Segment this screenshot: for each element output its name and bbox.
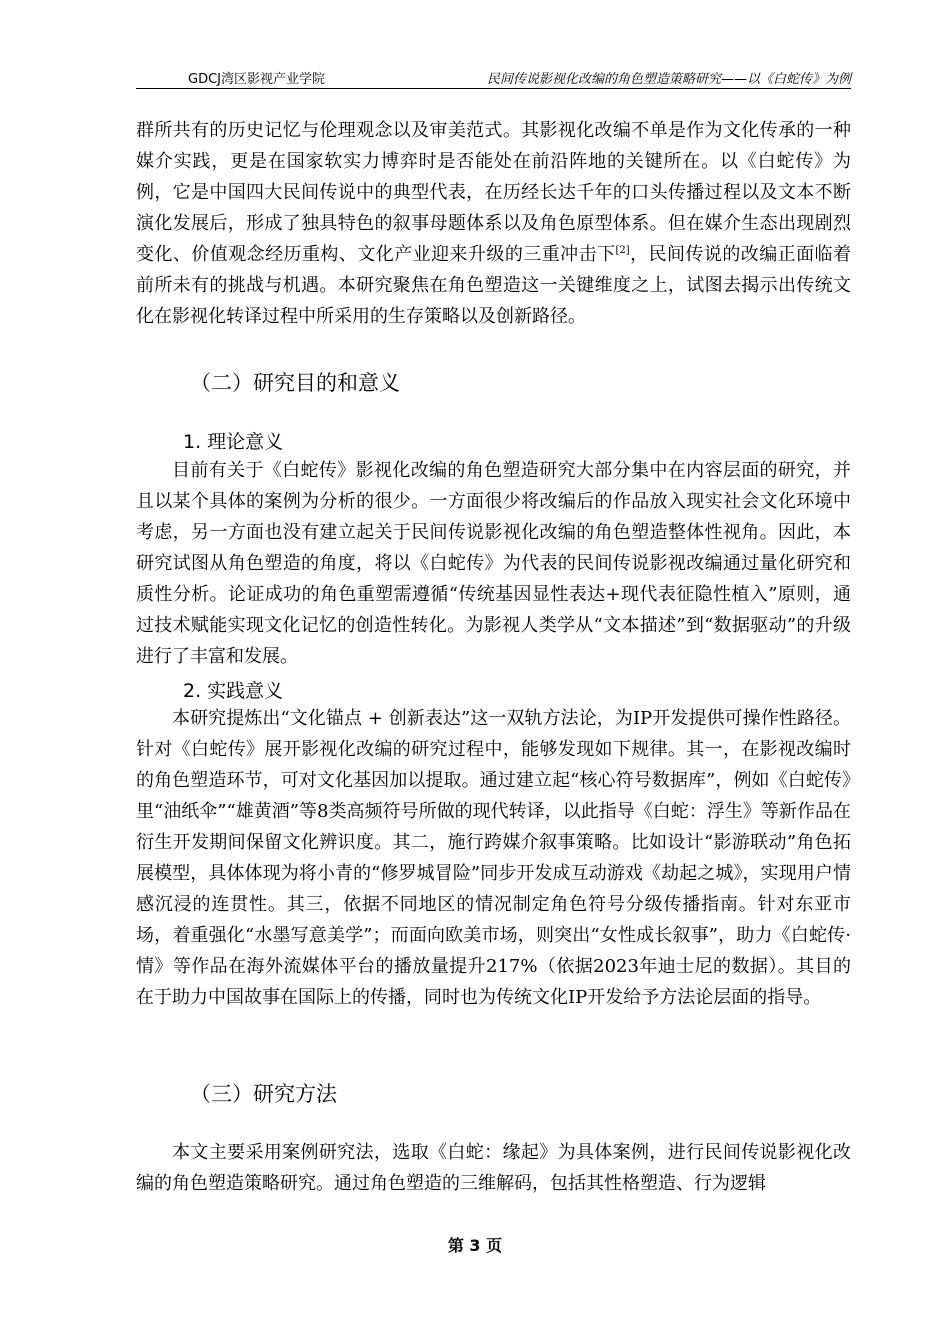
subheading-theory: 1. 理论意义 xyxy=(183,431,284,453)
citation-ref: [2] xyxy=(615,245,630,256)
page-header xyxy=(136,66,851,89)
subheading-practice: 2. 实践意义 xyxy=(183,680,284,702)
header-title: 民间传说影视化改编的角色塑造策略研究——以《白蛇传》为例 xyxy=(486,72,851,87)
paragraph-background-text-1: 群所共有的历史记忆与伦理观念以及审美范式。其影视化改编不单是作为文化传承的一种媒介实践，更是在国家软实力博弈时是否能处在前沿阵地的关键所在。以《白蛇传》为例，它是中国四大民间传说中的典型代表，在历经长达千年的口头传播过程以及文本不断演化发展后，形成了独具特色的叙事母题体系以及角色原型体系。但在媒介生态出现剧烈变化、价值观念经历重构、文化产业迎来升级的三重冲击下 xyxy=(136,120,851,265)
header-institution: GDCJ湾区影视产业学院 xyxy=(188,72,325,87)
paragraph-theory: 目前有关于《白蛇传》影视化改编的角色塑造研究大部分集中在内容层面的研究，并且以某个具体的案例为分析的很少。一方面很少将改编后的作品放入现实社会文化环境中考虑，另一方面也没有建立起关于民间传说影视化改编的角色塑造整体性视角。因此，本研究试图从角色塑造的角度，将以《白蛇传》为代表的民间传说影视改编通过量化研究和质性分析。论证成功的角色重塑需遵循“传统基因显性表达+现代表征隐性植入”原则，通过技术赋能实现文化记忆的创造性转化。为影视人类学从“文本描述”到“数据驱动”的升级进行了丰富和发展。 xyxy=(136,460,851,667)
paragraph-practice: 本研究提炼出“文化锚点 + 创新表达”这一双轨方法论，为IP开发提供可操作性路径。针对《白蛇传》展开影视化改编的研究过程中，能够发现如下规律。其一，在影视改编时的角色塑造环节，可对文化基因加以提取。通过建立起“核心符号数据库”，例如《白蛇传》里“油纸伞”“雄黄酒”等8类高频符号所做的现代转译，以此指导《白蛇：浮生》等新作品在衍生开发期间保留文化辨识度。其二，施行跨媒介叙事策略。比如设计“影游联动”角色拓展模型，具体体现为将小青的“修罗城冒险”同步开发成互动游戏《劫起之城》，实现用户情感沉浸的连贯性。其三，依据不同地区的情况制定角色符号分级传播指南。针对东亚市场，着重强化“水墨写意美学”；而面向欧美市场，则突出“女性成长叙事”，助力《白蛇传·情》等作品在海外流媒体平台的播放量提升217%（依据2023年迪士尼的数据）。其目的在于助力中国故事在国际上的传播，同时也为传统文化IP开发给予方法论层面的指导。 xyxy=(136,708,851,1008)
paragraph-background-text-2: ，民间传说的改编正面临着前所未有的挑战与机遇。本研究聚焦在角色塑造这一关键维度之上，试图去揭示出传统文化在影视化转译过程中所采用的生存策略以及创新路径。 xyxy=(136,244,852,327)
section-heading-method: （三）研究方法 xyxy=(190,1082,337,1106)
paragraph-background xyxy=(136,115,851,332)
paragraph-method: 本文主要采用案例研究法，选取《白蛇：缘起》为具体案例，进行民间传说影视化改编的角色塑造策略研究。通过角色塑造的三维解码，包括其性格塑造、行为逻辑 xyxy=(136,1142,851,1194)
page-number: 第 3 页 xyxy=(447,1236,503,1255)
section-heading-purpose: （二）研究目的和意义 xyxy=(190,371,400,395)
